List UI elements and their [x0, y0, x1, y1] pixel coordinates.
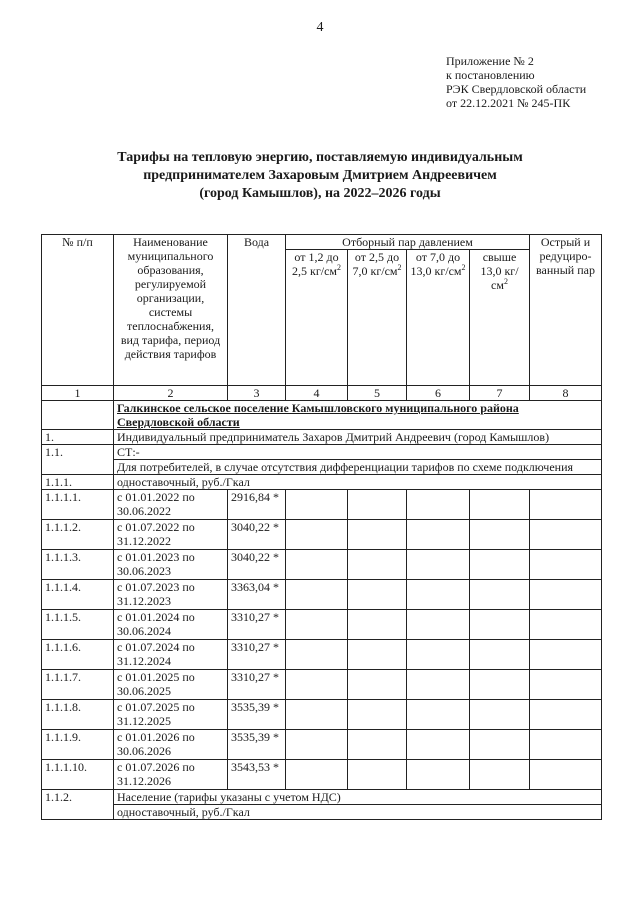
row-num: 1.1.1.10. [42, 760, 114, 790]
row-period: с 01.07.2025 по 31.12.2025 [114, 700, 228, 730]
row-period: с 01.01.2025 по 30.06.2025 [114, 670, 228, 700]
empty-cell [407, 550, 470, 580]
population-row [42, 790, 602, 805]
pressure-label: свыше 13,0 кг/см [480, 250, 519, 292]
empty-cell [470, 520, 530, 550]
header-pressure-4 [470, 250, 530, 386]
row-num: 1.1.1.9. [42, 730, 114, 760]
header-pressure-3 [407, 250, 470, 386]
empty-cell [470, 580, 530, 610]
title-line: Тарифы на тепловую энергию, поставляемую индивидуальным [117, 150, 523, 165]
header-pressure-1 [286, 250, 348, 386]
header-row [42, 235, 602, 250]
empty-cell [286, 580, 348, 610]
empty-cell [407, 490, 470, 520]
column-number: 3 [228, 386, 286, 401]
region-name: Галкинское сельское поселение Камышловского муниципального района Свердловской области [114, 401, 602, 430]
empty-cell [530, 550, 602, 580]
tariff-type-num: 1.1.1. [42, 475, 114, 490]
header-num: № п/п [42, 235, 114, 386]
empty-cell [348, 610, 407, 640]
organization-num: 1. [42, 430, 114, 445]
row-period: с 01.01.2022 по 30.06.2022 [114, 490, 228, 520]
tariff-row [42, 730, 602, 760]
empty-cell [470, 730, 530, 760]
heat-system-num: 1.1. [42, 445, 114, 475]
row-num: 1.1.1.1. [42, 490, 114, 520]
empty-cell [530, 730, 602, 760]
header-pressure-2 [348, 250, 407, 386]
empty-cell [470, 670, 530, 700]
empty-cell [470, 490, 530, 520]
row-water-value: 3535,39 * [228, 730, 286, 760]
row-num: 1.1.1.8. [42, 700, 114, 730]
tariff-row [42, 640, 602, 670]
header-steam-group: Отборный пар давлением [286, 235, 530, 250]
row-period: с 01.07.2023 по 31.12.2023 [114, 580, 228, 610]
row-period: с 01.07.2026 по 31.12.2026 [114, 760, 228, 790]
population-name: Население (тарифы указаны с учетом НДС) [114, 790, 602, 805]
row-water-value: 2916,84 * [228, 490, 286, 520]
row-water-value: 3040,22 * [228, 520, 286, 550]
empty-cell [286, 490, 348, 520]
heat-system-note: Для потребителей, в случае отсутствия дифференциации тарифов по схеме подключения [114, 460, 602, 475]
row-num: 1.1.1.7. [42, 670, 114, 700]
row-water-value: 3535,39 * [228, 700, 286, 730]
appendix-line: от 22.12.2021 № 245-ПК [446, 96, 571, 110]
empty-cell [530, 520, 602, 550]
row-num: 1.1.1.5. [42, 610, 114, 640]
row-period: с 01.01.2024 по 30.06.2024 [114, 610, 228, 640]
organization-row [42, 430, 602, 445]
unit-exponent: 2 [461, 263, 466, 272]
empty-cell [348, 550, 407, 580]
tariff-row [42, 580, 602, 610]
empty-cell [530, 640, 602, 670]
row-num: 1.1.1.3. [42, 550, 114, 580]
empty-cell [530, 670, 602, 700]
tariff-type-name: одноставочный, руб./Гкал [114, 475, 602, 490]
row-num: 1.1.1.6. [42, 640, 114, 670]
empty-cell [530, 760, 602, 790]
pressure-label: от 2,5 до 7,0 кг/см [352, 250, 400, 278]
empty-cell [286, 640, 348, 670]
column-number: 6 [407, 386, 470, 401]
page-number: 4 [316, 20, 324, 35]
heat-system-name: СТ:- [114, 445, 602, 460]
region-num [42, 401, 114, 430]
header-name: Наименование муниципального образования, регулируемой организации, системы теплоснабжения, вид тарифа, период действия тарифов [114, 235, 228, 386]
column-number-row [42, 386, 602, 401]
population-tariff-type: одноставочный, руб./Гкал [114, 805, 602, 820]
row-water-value: 3040,22 * [228, 550, 286, 580]
row-period: с 01.07.2022 по 31.12.2022 [114, 520, 228, 550]
empty-cell [470, 700, 530, 730]
empty-cell [286, 550, 348, 580]
row-water-value: 3363,04 * [228, 580, 286, 610]
column-number: 7 [470, 386, 530, 401]
tariff-row [42, 670, 602, 700]
empty-cell [286, 760, 348, 790]
row-num: 1.1.1.4. [42, 580, 114, 610]
empty-cell [348, 640, 407, 670]
empty-cell [286, 700, 348, 730]
heat-system-row [42, 445, 602, 460]
tariff-table [41, 234, 602, 820]
region-row [42, 401, 602, 430]
column-number: 4 [286, 386, 348, 401]
row-num: 1.1.1.2. [42, 520, 114, 550]
tariff-row [42, 490, 602, 520]
title-line: (город Камышлов), на 2022–2026 годы [199, 186, 441, 201]
appendix-line: РЭК Свердловской области [446, 82, 587, 96]
tariff-row [42, 550, 602, 580]
empty-cell [407, 700, 470, 730]
row-water-value: 3310,27 * [228, 610, 286, 640]
unit-exponent: 2 [503, 277, 508, 286]
empty-cell [407, 730, 470, 760]
population-num: 1.1.2. [42, 790, 114, 820]
empty-cell [286, 610, 348, 640]
empty-cell [470, 760, 530, 790]
empty-cell [530, 580, 602, 610]
heat-system-note-row [42, 460, 602, 475]
tariff-row [42, 520, 602, 550]
tariff-row [42, 700, 602, 730]
population-tariff-type-row [42, 805, 602, 820]
empty-cell [407, 610, 470, 640]
column-number: 2 [114, 386, 228, 401]
empty-cell [470, 640, 530, 670]
tariff-type-row [42, 475, 602, 490]
appendix-block [446, 54, 586, 110]
document-title [60, 149, 580, 203]
empty-cell [348, 520, 407, 550]
row-period: с 01.07.2024 по 31.12.2024 [114, 640, 228, 670]
pressure-label: от 1,2 до 2,5 кг/см [291, 250, 339, 278]
row-period: с 01.01.2026 по 30.06.2026 [114, 730, 228, 760]
empty-cell [530, 610, 602, 640]
empty-cell [286, 670, 348, 700]
empty-cell [470, 550, 530, 580]
unit-exponent: 2 [397, 263, 402, 272]
empty-cell [530, 700, 602, 730]
row-water-value: 3310,27 * [228, 670, 286, 700]
empty-cell [530, 490, 602, 520]
row-water-value: 3543,53 * [228, 760, 286, 790]
organization-name: Индивидуальный предприниматель Захаров Дмитрий Андреевич (город Камышлов) [114, 430, 602, 445]
empty-cell [470, 610, 530, 640]
empty-cell [348, 760, 407, 790]
pressure-label: от 7,0 до 13,0 кг/см [410, 250, 462, 278]
appendix-line: к постановлению [446, 68, 535, 82]
empty-cell [286, 730, 348, 760]
empty-cell [407, 520, 470, 550]
empty-cell [286, 520, 348, 550]
empty-cell [407, 640, 470, 670]
appendix-line: Приложение № 2 [446, 54, 534, 68]
empty-cell [348, 670, 407, 700]
tariff-row [42, 610, 602, 640]
empty-cell [348, 700, 407, 730]
row-water-value: 3310,27 * [228, 640, 286, 670]
tariff-row [42, 760, 602, 790]
empty-cell [348, 730, 407, 760]
empty-cell [407, 580, 470, 610]
header-sharp-steam: Острый и редуциро-ванный пар [530, 235, 602, 386]
title-line: предпринимателем Захаровым Дмитрием Андреевичем [143, 168, 497, 183]
header-water: Вода [228, 235, 286, 386]
empty-cell [348, 580, 407, 610]
unit-exponent: 2 [337, 263, 341, 272]
row-period: с 01.01.2023 по 30.06.2023 [114, 550, 228, 580]
column-number: 1 [42, 386, 114, 401]
empty-cell [407, 670, 470, 700]
column-number: 8 [530, 386, 602, 401]
empty-cell [407, 760, 470, 790]
column-number: 5 [348, 386, 407, 401]
empty-cell [348, 490, 407, 520]
